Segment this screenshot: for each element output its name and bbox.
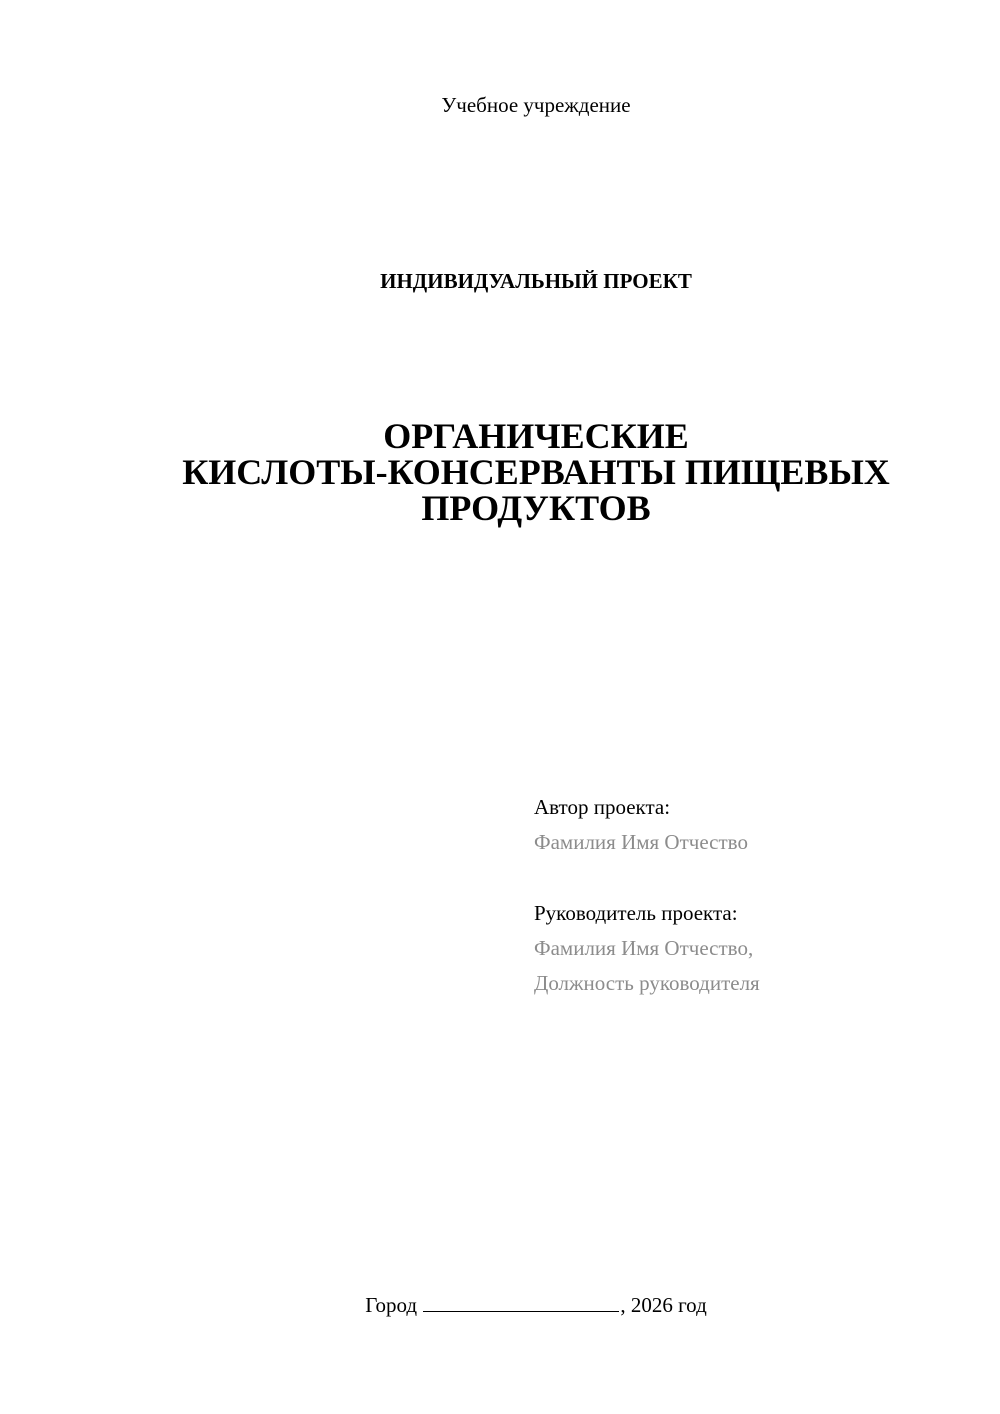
city-year-line <box>0 1292 1000 1318</box>
author-label: Автор проекта: <box>534 795 671 819</box>
institution-name: Учебное учреждение <box>441 93 631 117</box>
project-title-line-2: КИСЛОТЫ-КОНСЕРВАНТЫ ПИЩЕВЫХ <box>182 452 890 492</box>
supervisor-position: Должность руководителя <box>534 971 760 995</box>
project-title-line-1: ОРГАНИЧЕСКИЕ <box>383 416 689 456</box>
supervisor-name: Фамилия Имя Отчество, <box>534 936 754 960</box>
year-text: , 2026 год <box>620 1293 707 1317</box>
author-name: Фамилия Имя Отчество <box>534 830 748 854</box>
project-title <box>0 418 1000 526</box>
document-type: ИНДИВИДУАЛЬНЫЙ ПРОЕКТ <box>380 269 692 293</box>
city-blank-underline <box>423 1293 619 1312</box>
spacer <box>534 860 974 896</box>
supervisor-label: Руководитель проекта: <box>534 901 738 925</box>
city-label: Город <box>365 1293 418 1317</box>
authors-block <box>534 790 974 1001</box>
project-title-line-3: ПРОДУКТОВ <box>421 488 651 528</box>
